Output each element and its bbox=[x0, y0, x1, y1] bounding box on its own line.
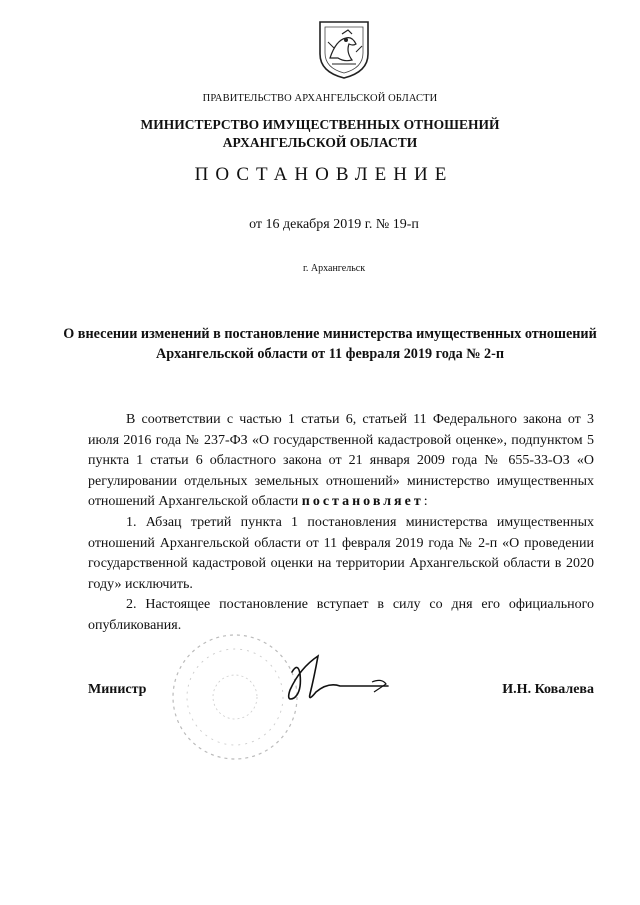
item-2: 2. Настоящее постановление вступает в силу со дня его официального опубликования. bbox=[88, 597, 594, 633]
intro-end: : bbox=[423, 494, 428, 510]
item-1: 1. Абзац третий пункта 1 постановления министерства имущественных отношений Архангельской области от 11 февраля 2019 года № 2-п «О проведении государственной кадастровой оценки на территории Архангельской области в 2020 году» исключить. bbox=[88, 514, 594, 592]
document-subject: О внесении изменений в постановление министерства имущественных отношений Архангельской области от 11 февраля 2019 года № 2-п bbox=[63, 326, 597, 362]
intro-text: В соответствии с частью 1 статьи 6, статьей 11 Федерального закона от 3 июля 2016 года № 237-ФЗ «О государственной кадастровой оценке», подпунктом 5 пункта 1 статьи 6 областного закона от 21 января 2009 года № 655-33-ОЗ «О регулировании отдельных земельных отношений» министерство имущественных отношений Архангельской области bbox=[88, 412, 594, 510]
signer-position: Министр bbox=[88, 682, 147, 697]
ministry-name bbox=[0, 116, 640, 152]
handwritten-signature-icon bbox=[270, 648, 410, 718]
city: г. Архангельск bbox=[302, 263, 366, 274]
document-body bbox=[88, 410, 594, 637]
ministry-name-line-1: МИНИСТЕРСТВО ИМУЩЕСТВЕННЫХ ОТНОШЕНИЙ bbox=[140, 117, 500, 132]
government-name: ПРАВИТЕЛЬСТВО АРХАНГЕЛЬСКОЙ ОБЛАСТИ bbox=[202, 93, 438, 104]
document-type: ПОСТАНОВЛЕНИЕ bbox=[194, 164, 454, 185]
ministry-name-line-2: АРХАНГЕЛЬСКОЙ ОБЛАСТИ bbox=[222, 135, 418, 150]
coat-of-arms-icon bbox=[316, 18, 372, 80]
decree-word: постановляет bbox=[301, 494, 424, 510]
date-and-number: от 16 декабря 2019 г. № 19-п bbox=[249, 217, 419, 232]
signer-name: И.Н. Ковалева bbox=[502, 682, 594, 697]
intro-paragraph bbox=[88, 410, 594, 513]
